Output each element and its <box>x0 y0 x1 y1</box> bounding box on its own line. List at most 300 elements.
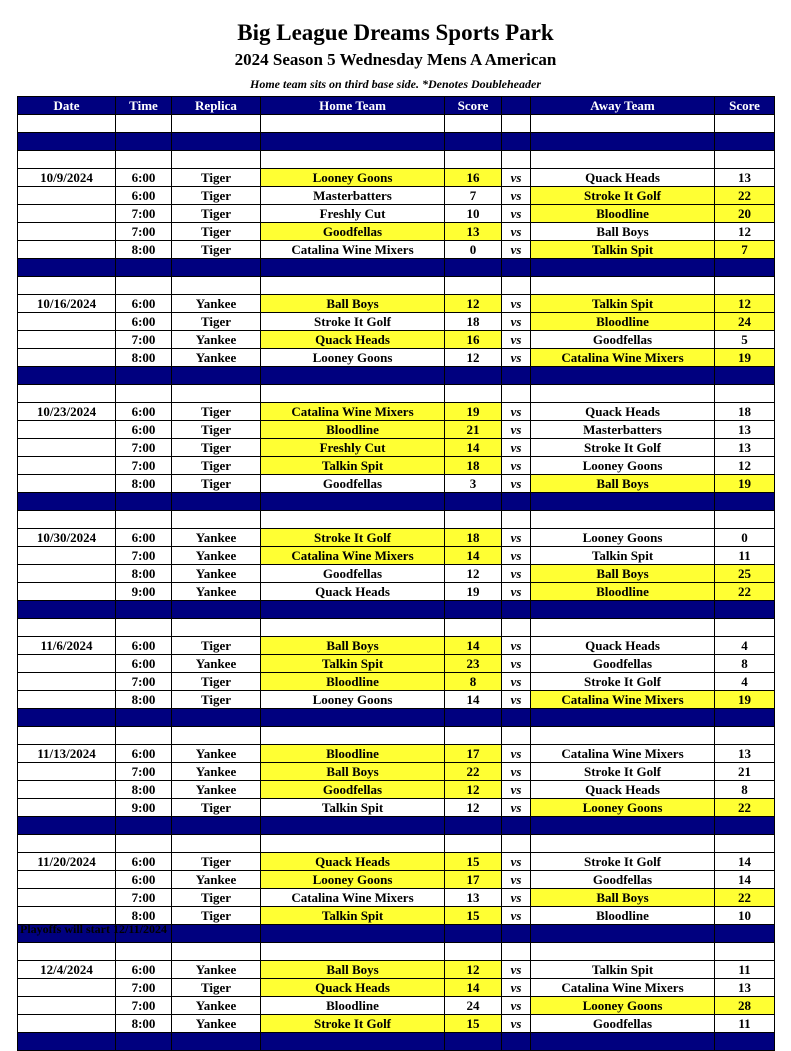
spacer-row-cell <box>445 727 502 745</box>
col-header-time: Time <box>116 97 172 115</box>
home-team: Goodfellas <box>261 565 445 583</box>
game-field: Tiger <box>172 637 261 655</box>
vs-label: vs <box>502 403 531 421</box>
spacer-row-cell <box>116 943 172 961</box>
spacer-row-cell <box>116 511 172 529</box>
week-separator-cell <box>502 259 531 277</box>
away-team: Bloodline <box>531 583 715 601</box>
spacer-row <box>18 511 775 529</box>
game-date <box>18 799 116 817</box>
spacer-row-cell <box>531 277 715 295</box>
vs-label: vs <box>502 529 531 547</box>
game-field: Tiger <box>172 205 261 223</box>
schedule-body <box>18 115 775 1051</box>
week-separator-cell <box>445 259 502 277</box>
game-time: 7:00 <box>116 439 172 457</box>
away-team: Ball Boys <box>531 565 715 583</box>
game-time: 7:00 <box>116 889 172 907</box>
game-field: Tiger <box>172 223 261 241</box>
game-date: 11/20/2024 <box>18 853 116 871</box>
spacer-row-cell <box>18 943 116 961</box>
game-time: 8:00 <box>116 907 172 925</box>
game-date <box>18 475 116 493</box>
game-row <box>18 295 775 313</box>
week-separator-cell <box>502 367 531 385</box>
home-score: 12 <box>445 565 502 583</box>
page-title: Big League Dreams Sports Park <box>237 20 554 45</box>
week-separator-cell <box>172 493 261 511</box>
week-separator <box>18 259 775 277</box>
away-score: 12 <box>715 295 775 313</box>
game-row <box>18 421 775 439</box>
spacer-row-cell <box>261 727 445 745</box>
week-separator-cell <box>531 1033 715 1051</box>
game-field: Yankee <box>172 529 261 547</box>
game-time: 7:00 <box>116 331 172 349</box>
spacer-row-cell <box>531 511 715 529</box>
spacer-row-cell <box>715 511 775 529</box>
away-team: Quack Heads <box>531 637 715 655</box>
home-score: 18 <box>445 457 502 475</box>
footer-note: Playoffs will start 12/11/2024 <box>20 922 167 936</box>
game-field: Yankee <box>172 763 261 781</box>
home-team: Quack Heads <box>261 331 445 349</box>
game-date: 12/4/2024 <box>18 961 116 979</box>
game-time: 8:00 <box>116 691 172 709</box>
spacer-row-cell <box>261 151 445 169</box>
away-score: 21 <box>715 763 775 781</box>
away-team: Goodfellas <box>531 871 715 889</box>
home-team: Looney Goons <box>261 691 445 709</box>
week-separator-cell <box>502 601 531 619</box>
home-team: Goodfellas <box>261 475 445 493</box>
game-date <box>18 439 116 457</box>
vs-label: vs <box>502 583 531 601</box>
game-field: Tiger <box>172 241 261 259</box>
away-team: Quack Heads <box>531 781 715 799</box>
spacer-row-cell <box>116 151 172 169</box>
game-row <box>18 223 775 241</box>
game-date <box>18 763 116 781</box>
week-separator-cell <box>445 601 502 619</box>
home-team: Stroke It Golf <box>261 529 445 547</box>
spacer-row-cell <box>531 619 715 637</box>
vs-label: vs <box>502 421 531 439</box>
spacer-row-cell <box>502 943 531 961</box>
home-team: Catalina Wine Mixers <box>261 241 445 259</box>
game-field: Yankee <box>172 583 261 601</box>
away-score: 7 <box>715 241 775 259</box>
spacer-row-cell <box>502 277 531 295</box>
spacer-row <box>18 277 775 295</box>
schedule-table <box>17 96 775 1051</box>
game-field: Yankee <box>172 745 261 763</box>
spacer-row-cell <box>445 151 502 169</box>
away-team: Talkin Spit <box>531 547 715 565</box>
game-row <box>18 763 775 781</box>
home-team: Looney Goons <box>261 349 445 367</box>
home-score: 15 <box>445 853 502 871</box>
game-row <box>18 331 775 349</box>
spacer-row-cell <box>531 385 715 403</box>
vs-label: vs <box>502 457 531 475</box>
away-team: Goodfellas <box>531 1015 715 1033</box>
week-separator-cell <box>445 709 502 727</box>
away-score: 13 <box>715 169 775 187</box>
spacer-row-cell <box>502 619 531 637</box>
spacer-row-cell <box>445 511 502 529</box>
week-separator-cell <box>116 133 172 151</box>
game-row <box>18 637 775 655</box>
away-team: Talkin Spit <box>531 295 715 313</box>
spacer-row-cell <box>502 511 531 529</box>
col-header-date: Date <box>18 97 116 115</box>
game-field: Yankee <box>172 349 261 367</box>
game-row <box>18 547 775 565</box>
game-row <box>18 475 775 493</box>
home-team: Talkin Spit <box>261 799 445 817</box>
vs-label: vs <box>502 799 531 817</box>
game-field: Tiger <box>172 907 261 925</box>
vs-label: vs <box>502 961 531 979</box>
home-score: 21 <box>445 421 502 439</box>
spacer-row-cell <box>531 943 715 961</box>
spacer-row-cell <box>445 943 502 961</box>
spacer-row-cell <box>172 511 261 529</box>
away-score: 13 <box>715 421 775 439</box>
game-time: 6:00 <box>116 403 172 421</box>
game-row <box>18 889 775 907</box>
game-time: 7:00 <box>116 205 172 223</box>
spacer-row-cell <box>172 619 261 637</box>
away-team: Goodfellas <box>531 655 715 673</box>
home-score: 14 <box>445 547 502 565</box>
home-score: 7 <box>445 187 502 205</box>
spacer-row-cell <box>715 727 775 745</box>
col-header-away-team: Away Team <box>531 97 715 115</box>
home-team: Stroke It Golf <box>261 1015 445 1033</box>
game-date <box>18 223 116 241</box>
home-score: 0 <box>445 241 502 259</box>
game-date <box>18 187 116 205</box>
home-score: 16 <box>445 169 502 187</box>
spacer-row <box>18 835 775 853</box>
game-field: Tiger <box>172 313 261 331</box>
vs-label: vs <box>502 691 531 709</box>
game-row <box>18 169 775 187</box>
week-separator-cell <box>261 1033 445 1051</box>
week-separator-cell <box>445 817 502 835</box>
spacer-row-cell <box>261 385 445 403</box>
vs-label: vs <box>502 781 531 799</box>
vs-label: vs <box>502 655 531 673</box>
week-separator <box>18 817 775 835</box>
vs-label: vs <box>502 853 531 871</box>
away-team: Looney Goons <box>531 529 715 547</box>
game-row <box>18 997 775 1015</box>
game-row <box>18 745 775 763</box>
home-team: Masterbatters <box>261 187 445 205</box>
vs-label: vs <box>502 223 531 241</box>
week-separator-cell <box>445 133 502 151</box>
home-team: Talkin Spit <box>261 655 445 673</box>
away-team: Catalina Wine Mixers <box>531 745 715 763</box>
home-score: 22 <box>445 763 502 781</box>
week-separator <box>18 133 775 151</box>
game-date <box>18 997 116 1015</box>
spacer-row-cell <box>116 835 172 853</box>
home-team: Bloodline <box>261 745 445 763</box>
home-team: Bloodline <box>261 421 445 439</box>
home-score: 14 <box>445 439 502 457</box>
home-score: 17 <box>445 745 502 763</box>
spacer-row <box>18 151 775 169</box>
game-date <box>18 979 116 997</box>
game-row <box>18 565 775 583</box>
home-team: Quack Heads <box>261 853 445 871</box>
game-date <box>18 421 116 439</box>
week-separator-cell <box>445 493 502 511</box>
game-row <box>18 187 775 205</box>
away-team: Catalina Wine Mixers <box>531 691 715 709</box>
spacer-row-cell <box>715 943 775 961</box>
spacer-row-cell <box>172 835 261 853</box>
spacer-row-cell <box>18 385 116 403</box>
away-score: 13 <box>715 439 775 457</box>
spacer-row-cell <box>172 277 261 295</box>
spacer-row <box>18 115 775 133</box>
week-separator-cell <box>172 133 261 151</box>
game-field: Tiger <box>172 421 261 439</box>
home-score: 15 <box>445 907 502 925</box>
week-separator-cell <box>18 817 116 835</box>
game-date <box>18 547 116 565</box>
week-separator-cell <box>172 925 261 943</box>
away-score: 22 <box>715 187 775 205</box>
away-score: 19 <box>715 691 775 709</box>
away-team: Bloodline <box>531 205 715 223</box>
game-field: Yankee <box>172 295 261 313</box>
week-separator-cell <box>18 367 116 385</box>
away-score: 19 <box>715 349 775 367</box>
home-score: 16 <box>445 331 502 349</box>
week-separator-cell <box>531 817 715 835</box>
game-date <box>18 565 116 583</box>
week-separator-cell <box>116 601 172 619</box>
game-date <box>18 349 116 367</box>
spacer-row <box>18 619 775 637</box>
week-separator-cell <box>502 493 531 511</box>
away-team: Stroke It Golf <box>531 763 715 781</box>
home-team: Freshly Cut <box>261 205 445 223</box>
spacer-row-cell <box>531 151 715 169</box>
game-time: 6:00 <box>116 313 172 331</box>
week-separator-cell <box>261 133 445 151</box>
away-score: 18 <box>715 403 775 421</box>
game-date: 10/16/2024 <box>18 295 116 313</box>
game-field: Yankee <box>172 565 261 583</box>
game-row <box>18 205 775 223</box>
home-score: 23 <box>445 655 502 673</box>
week-separator-cell <box>445 367 502 385</box>
game-date: 11/13/2024 <box>18 745 116 763</box>
game-field: Yankee <box>172 1015 261 1033</box>
week-separator-cell <box>261 709 445 727</box>
game-time: 6:00 <box>116 169 172 187</box>
game-field: Tiger <box>172 979 261 997</box>
home-score: 19 <box>445 403 502 421</box>
spacer-row-cell <box>116 277 172 295</box>
game-field: Yankee <box>172 871 261 889</box>
game-date <box>18 583 116 601</box>
game-date <box>18 205 116 223</box>
week-separator-cell <box>531 259 715 277</box>
game-field: Tiger <box>172 169 261 187</box>
spacer-row-cell <box>261 511 445 529</box>
game-row <box>18 403 775 421</box>
away-team: Ball Boys <box>531 475 715 493</box>
spacer-row-cell <box>531 727 715 745</box>
spacer-row-cell <box>172 115 261 133</box>
game-time: 8:00 <box>116 349 172 367</box>
vs-label: vs <box>502 205 531 223</box>
game-time: 8:00 <box>116 1015 172 1033</box>
week-separator-cell <box>18 133 116 151</box>
game-time: 7:00 <box>116 223 172 241</box>
game-time: 6:00 <box>116 529 172 547</box>
game-time: 7:00 <box>116 763 172 781</box>
home-score: 12 <box>445 799 502 817</box>
home-team: Looney Goons <box>261 871 445 889</box>
home-team: Catalina Wine Mixers <box>261 889 445 907</box>
week-separator <box>18 1033 775 1051</box>
spacer-row-cell <box>715 835 775 853</box>
game-time: 6:00 <box>116 961 172 979</box>
vs-label: vs <box>502 673 531 691</box>
week-separator-cell <box>715 709 775 727</box>
home-team: Stroke It Golf <box>261 313 445 331</box>
vs-label: vs <box>502 565 531 583</box>
game-date <box>18 313 116 331</box>
week-separator-cell <box>18 601 116 619</box>
week-separator-cell <box>715 259 775 277</box>
vs-label: vs <box>502 637 531 655</box>
away-team: Bloodline <box>531 313 715 331</box>
spacer-row-cell <box>715 277 775 295</box>
week-separator-cell <box>715 817 775 835</box>
week-separator-cell <box>18 709 116 727</box>
week-separator-cell <box>502 709 531 727</box>
week-separator-cell <box>116 817 172 835</box>
week-separator-cell <box>715 133 775 151</box>
week-separator-cell <box>261 259 445 277</box>
week-separator <box>18 709 775 727</box>
week-separator-cell <box>172 601 261 619</box>
game-row <box>18 439 775 457</box>
spacer-row-cell <box>172 727 261 745</box>
week-separator-cell <box>715 601 775 619</box>
game-row <box>18 529 775 547</box>
vs-label: vs <box>502 763 531 781</box>
away-score: 8 <box>715 781 775 799</box>
game-time: 7:00 <box>116 547 172 565</box>
game-field: Yankee <box>172 781 261 799</box>
week-separator-cell <box>502 925 531 943</box>
away-score: 22 <box>715 799 775 817</box>
away-team: Catalina Wine Mixers <box>531 349 715 367</box>
home-team: Ball Boys <box>261 961 445 979</box>
vs-label: vs <box>502 745 531 763</box>
away-score: 22 <box>715 889 775 907</box>
home-score: 14 <box>445 979 502 997</box>
away-team: Stroke It Golf <box>531 439 715 457</box>
spacer-row-cell <box>18 619 116 637</box>
week-separator-cell <box>531 709 715 727</box>
week-separator-cell <box>715 367 775 385</box>
week-separator-cell <box>172 1033 261 1051</box>
vs-label: vs <box>502 295 531 313</box>
home-score: 12 <box>445 961 502 979</box>
spacer-row-cell <box>261 943 445 961</box>
away-team: Bloodline <box>531 907 715 925</box>
away-score: 13 <box>715 979 775 997</box>
spacer-row-cell <box>261 619 445 637</box>
away-team: Quack Heads <box>531 169 715 187</box>
week-separator-cell <box>172 367 261 385</box>
spacer-row-cell <box>715 385 775 403</box>
home-team: Freshly Cut <box>261 439 445 457</box>
away-score: 8 <box>715 655 775 673</box>
game-field: Tiger <box>172 691 261 709</box>
home-team: Looney Goons <box>261 169 445 187</box>
spacer-row-cell <box>116 727 172 745</box>
game-time: 6:00 <box>116 745 172 763</box>
game-time: 8:00 <box>116 565 172 583</box>
week-separator-cell <box>502 133 531 151</box>
game-time: 6:00 <box>116 295 172 313</box>
vs-label: vs <box>502 349 531 367</box>
game-time: 9:00 <box>116 799 172 817</box>
away-score: 14 <box>715 853 775 871</box>
game-date <box>18 241 116 259</box>
home-team: Talkin Spit <box>261 457 445 475</box>
game-field: Yankee <box>172 547 261 565</box>
game-time: 6:00 <box>116 871 172 889</box>
game-field: Tiger <box>172 673 261 691</box>
home-score: 12 <box>445 781 502 799</box>
away-team: Talkin Spit <box>531 241 715 259</box>
spacer-row-cell <box>172 151 261 169</box>
away-team: Quack Heads <box>531 403 715 421</box>
game-row <box>18 871 775 889</box>
away-score: 4 <box>715 637 775 655</box>
away-team: Talkin Spit <box>531 961 715 979</box>
spacer-row-cell <box>261 277 445 295</box>
away-score: 24 <box>715 313 775 331</box>
vs-label: vs <box>502 547 531 565</box>
week-separator-cell <box>261 367 445 385</box>
vs-label: vs <box>502 1015 531 1033</box>
away-score: 4 <box>715 673 775 691</box>
game-date <box>18 781 116 799</box>
week-separator <box>18 493 775 511</box>
away-score: 11 <box>715 1015 775 1033</box>
game-date <box>18 691 116 709</box>
away-score: 28 <box>715 997 775 1015</box>
away-team: Looney Goons <box>531 457 715 475</box>
away-score: 20 <box>715 205 775 223</box>
spacer-row-cell <box>502 385 531 403</box>
